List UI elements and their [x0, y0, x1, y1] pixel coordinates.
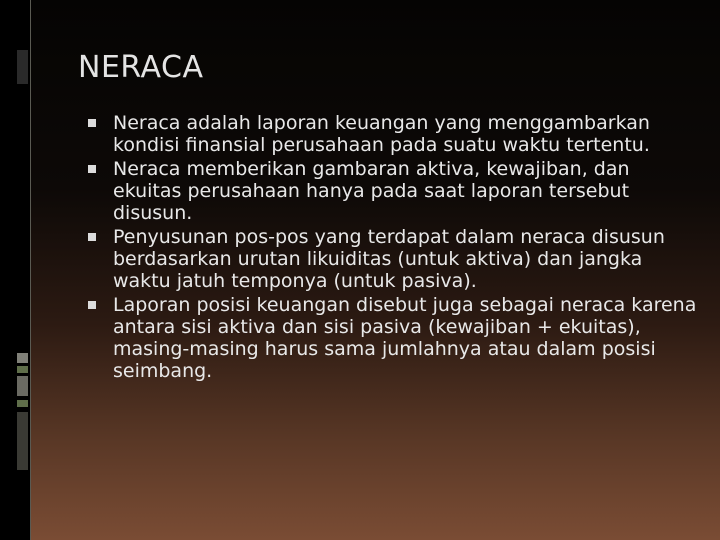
- bullet-text: Neraca adalah laporan keuangan yang menggambarkan kondisi finansial perusahaan pada suatu waktu tertentu.: [113, 112, 650, 156]
- square-bullet-icon: [88, 301, 96, 309]
- square-bullet-icon: [88, 119, 96, 127]
- bullet-text: Neraca memberikan gambaran aktiva, kewajiban, dan ekuitas perusahaan hanya pada saat laporan tersebut disusun.: [113, 158, 630, 224]
- decor-block-2: [17, 366, 28, 373]
- decor-block-top: [17, 50, 28, 84]
- bullet-list: [88, 112, 698, 384]
- square-bullet-icon: [88, 233, 96, 241]
- decor-block-3: [17, 376, 28, 396]
- bullet-item: [88, 112, 698, 156]
- vertical-divider-line: [30, 0, 31, 540]
- bullet-item: [88, 294, 698, 382]
- decor-block-5: [17, 412, 28, 470]
- bullet-text: Laporan posisi keuangan disebut juga sebagai neraca karena antara sisi aktiva dan sisi pasiva (kewajiban + ekuitas), masing-masing harus sama jumlahnya atau dalam posisi seimbang.: [113, 294, 697, 382]
- bullet-text: Penyusunan pos-pos yang terdapat dalam neraca disusun berdasarkan urutan likuiditas (untuk aktiva) dan jangka waktu jatuh temponya (untuk pasiva).: [113, 226, 665, 292]
- bullet-item: [88, 158, 698, 224]
- bullet-item: [88, 226, 698, 292]
- square-bullet-icon: [88, 165, 96, 173]
- decor-block-4: [17, 400, 28, 407]
- slide-title: NERACA: [78, 50, 204, 85]
- decor-block-1: [17, 353, 28, 363]
